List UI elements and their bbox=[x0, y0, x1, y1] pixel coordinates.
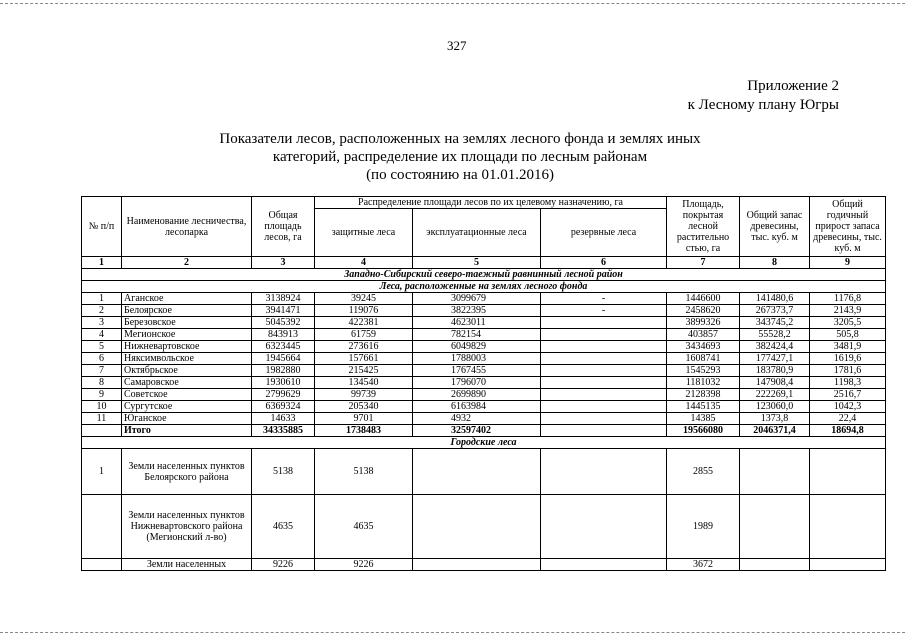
subsection-title: Леса, расположенные на землях лесного фонда bbox=[82, 281, 886, 293]
reserve-cell bbox=[541, 317, 667, 329]
protective-cell: 119076 bbox=[315, 305, 413, 317]
land-name: Земли населенных пунктов Нижневартовского района (Мегионский л-во) bbox=[122, 495, 252, 559]
growth-cell: 505,8 bbox=[810, 329, 886, 341]
protective-cell: 61759 bbox=[315, 329, 413, 341]
protective-cell: 5138 bbox=[315, 449, 413, 495]
city-forest-row bbox=[82, 559, 886, 571]
growth-cell: 18694,8 bbox=[810, 425, 886, 437]
protective-cell: 9701 bbox=[315, 413, 413, 425]
col-number: 4 bbox=[315, 257, 413, 269]
total-area-cell: 5045392 bbox=[252, 317, 315, 329]
row-number: 2 bbox=[82, 305, 122, 317]
forestry-name: Березовское bbox=[122, 317, 252, 329]
protective-cell: 99739 bbox=[315, 389, 413, 401]
exploitation-cell bbox=[413, 559, 541, 571]
protective-cell: 134540 bbox=[315, 377, 413, 389]
header-growth: Общий годичный прирост запаса древесины, тыс. куб. м bbox=[810, 197, 886, 257]
stock-cell: 141480,6 bbox=[740, 293, 810, 305]
protective-cell: 9226 bbox=[315, 559, 413, 571]
forestry-name: Юганское bbox=[122, 413, 252, 425]
forestry-name: Советское bbox=[122, 389, 252, 401]
city-forest-row bbox=[82, 449, 886, 495]
growth-cell: 22,4 bbox=[810, 413, 886, 425]
total-area-cell: 1982880 bbox=[252, 365, 315, 377]
header-protective: защитные леса bbox=[315, 209, 413, 257]
reserve-cell bbox=[541, 329, 667, 341]
reserve-cell: - bbox=[541, 305, 667, 317]
total-area-cell: 843913 bbox=[252, 329, 315, 341]
table-row bbox=[82, 293, 886, 305]
covered-cell: 2458620 bbox=[667, 305, 740, 317]
stock-cell bbox=[740, 559, 810, 571]
row-number: 10 bbox=[82, 401, 122, 413]
top-border-line bbox=[0, 3, 905, 4]
total-area-cell: 5138 bbox=[252, 449, 315, 495]
exploitation-cell: 1767455 bbox=[413, 365, 541, 377]
table-row bbox=[82, 341, 886, 353]
header-num: № п/п bbox=[82, 197, 122, 257]
covered-cell: 1608741 bbox=[667, 353, 740, 365]
protective-cell: 422381 bbox=[315, 317, 413, 329]
reserve-cell bbox=[541, 449, 667, 495]
forestry-name: Самаровское bbox=[122, 377, 252, 389]
row-number bbox=[82, 559, 122, 571]
column-numbers-row bbox=[82, 257, 886, 269]
reserve-cell bbox=[541, 401, 667, 413]
growth-cell bbox=[810, 559, 886, 571]
covered-cell: 1545293 bbox=[667, 365, 740, 377]
exploitation-cell: 4623011 bbox=[413, 317, 541, 329]
stock-cell: 55528,2 bbox=[740, 329, 810, 341]
total-label: Итого bbox=[122, 425, 252, 437]
row-number: 11 bbox=[82, 413, 122, 425]
forest-table bbox=[81, 196, 886, 571]
row-number: 4 bbox=[82, 329, 122, 341]
exploitation-cell: 6163984 bbox=[413, 401, 541, 413]
exploitation-cell: 3822395 bbox=[413, 305, 541, 317]
forestry-name: Сургутское bbox=[122, 401, 252, 413]
protective-cell: 205340 bbox=[315, 401, 413, 413]
subsection-row bbox=[82, 281, 886, 293]
header-covered: Площадь, покрытая лесной растительно стью, га bbox=[667, 197, 740, 257]
covered-cell: 1445135 bbox=[667, 401, 740, 413]
stock-cell: 2046371,4 bbox=[740, 425, 810, 437]
growth-cell: 3481,9 bbox=[810, 341, 886, 353]
title-line-2: категорий, распределение их площади по лесным районам bbox=[272, 149, 648, 165]
row-number bbox=[82, 425, 122, 437]
total-area-cell: 2799629 bbox=[252, 389, 315, 401]
forestry-name: Октябрьское bbox=[122, 365, 252, 377]
table-row bbox=[82, 353, 886, 365]
table-row bbox=[82, 377, 886, 389]
table-row bbox=[82, 389, 886, 401]
growth-cell bbox=[810, 495, 886, 559]
protective-cell: 4635 bbox=[315, 495, 413, 559]
protective-cell: 39245 bbox=[315, 293, 413, 305]
appendix-line-2: к Лесному плану Югры bbox=[687, 97, 839, 113]
section-row bbox=[82, 269, 886, 281]
col-number: 8 bbox=[740, 257, 810, 269]
total-area-cell: 1945664 bbox=[252, 353, 315, 365]
total-row bbox=[82, 425, 886, 437]
reserve-cell bbox=[541, 341, 667, 353]
growth-cell bbox=[810, 449, 886, 495]
row-number: 1 bbox=[82, 293, 122, 305]
stock-cell: 222269,1 bbox=[740, 389, 810, 401]
exploitation-cell: 1796070 bbox=[413, 377, 541, 389]
header-reserve: резервные леса bbox=[541, 209, 667, 257]
forestry-name: Нижневартовское bbox=[122, 341, 252, 353]
exploitation-cell: 4932 bbox=[413, 413, 541, 425]
growth-cell: 1619,6 bbox=[810, 353, 886, 365]
col-number: 7 bbox=[667, 257, 740, 269]
growth-cell: 2516,7 bbox=[810, 389, 886, 401]
col-number: 5 bbox=[413, 257, 541, 269]
forestry-name: Аганское bbox=[122, 293, 252, 305]
row-number: 1 bbox=[82, 449, 122, 495]
exploitation-cell: 782154 bbox=[413, 329, 541, 341]
land-name: Земли населенных bbox=[122, 559, 252, 571]
total-area-cell: 14633 bbox=[252, 413, 315, 425]
col-number: 6 bbox=[541, 257, 667, 269]
forestry-name: Белоярское bbox=[122, 305, 252, 317]
table-row bbox=[82, 329, 886, 341]
exploitation-cell: 3099679 bbox=[413, 293, 541, 305]
forestry-name: Мегионское bbox=[122, 329, 252, 341]
covered-cell: 2128398 bbox=[667, 389, 740, 401]
title-line-1: Показатели лесов, расположенных на землях лесного фонда и землях иных bbox=[219, 131, 701, 147]
stock-cell: 123060,0 bbox=[740, 401, 810, 413]
covered-cell: 3672 bbox=[667, 559, 740, 571]
protective-cell: 273616 bbox=[315, 341, 413, 353]
reserve-cell bbox=[541, 413, 667, 425]
stock-cell bbox=[740, 495, 810, 559]
protective-cell: 157661 bbox=[315, 353, 413, 365]
reserve-cell bbox=[541, 559, 667, 571]
reserve-cell: - bbox=[541, 293, 667, 305]
appendix-line-1: Приложение 2 bbox=[747, 78, 839, 94]
total-area-cell: 3138924 bbox=[252, 293, 315, 305]
exploitation-cell: 32597402 bbox=[413, 425, 541, 437]
exploitation-cell: 6049829 bbox=[413, 341, 541, 353]
stock-cell: 382424,4 bbox=[740, 341, 810, 353]
stock-cell: 177427,1 bbox=[740, 353, 810, 365]
row-number bbox=[82, 495, 122, 559]
stock-cell: 147908,4 bbox=[740, 377, 810, 389]
row-number: 6 bbox=[82, 353, 122, 365]
covered-cell: 19566080 bbox=[667, 425, 740, 437]
appendix-label bbox=[688, 77, 839, 115]
page-number: 327 bbox=[447, 38, 467, 53]
stock-cell bbox=[740, 449, 810, 495]
covered-cell: 1989 bbox=[667, 495, 740, 559]
table-row bbox=[82, 413, 886, 425]
row-number: 9 bbox=[82, 389, 122, 401]
exploitation-cell bbox=[413, 495, 541, 559]
reserve-cell bbox=[541, 495, 667, 559]
exploitation-cell: 1788003 bbox=[413, 353, 541, 365]
total-area-cell: 9226 bbox=[252, 559, 315, 571]
table-row bbox=[82, 317, 886, 329]
document-title bbox=[150, 130, 770, 184]
col-number: 9 bbox=[810, 257, 886, 269]
reserve-cell bbox=[541, 389, 667, 401]
exploitation-cell bbox=[413, 449, 541, 495]
covered-cell: 1446600 bbox=[667, 293, 740, 305]
reserve-cell bbox=[541, 377, 667, 389]
header-exploitation: эксплуатационные леса bbox=[413, 209, 541, 257]
reserve-cell bbox=[541, 425, 667, 437]
section-title: Городские леса bbox=[82, 437, 886, 449]
protective-cell: 215425 bbox=[315, 365, 413, 377]
growth-cell: 1781,6 bbox=[810, 365, 886, 377]
row-number: 8 bbox=[82, 377, 122, 389]
reserve-cell bbox=[541, 353, 667, 365]
row-number: 7 bbox=[82, 365, 122, 377]
col-number: 3 bbox=[252, 257, 315, 269]
header-name: Наименование лесничества, лесопарка bbox=[122, 197, 252, 257]
table-row bbox=[82, 305, 886, 317]
protective-cell: 1738483 bbox=[315, 425, 413, 437]
growth-cell: 2143,9 bbox=[810, 305, 886, 317]
covered-cell: 403857 bbox=[667, 329, 740, 341]
growth-cell: 1042,3 bbox=[810, 401, 886, 413]
city-forest-row bbox=[82, 495, 886, 559]
covered-cell: 3899326 bbox=[667, 317, 740, 329]
row-number: 3 bbox=[82, 317, 122, 329]
header-distribution: Распределение площади лесов по их целевому назначению, га bbox=[315, 197, 667, 209]
title-line-3: (по состоянию на 01.01.2016) bbox=[366, 167, 554, 183]
stock-cell: 1373,8 bbox=[740, 413, 810, 425]
growth-cell: 1198,3 bbox=[810, 377, 886, 389]
total-area-cell: 6369324 bbox=[252, 401, 315, 413]
covered-cell: 14385 bbox=[667, 413, 740, 425]
total-area-cell: 4635 bbox=[252, 495, 315, 559]
covered-cell: 1181032 bbox=[667, 377, 740, 389]
table-row bbox=[82, 365, 886, 377]
covered-cell: 3434693 bbox=[667, 341, 740, 353]
total-area-cell: 3941471 bbox=[252, 305, 315, 317]
header-total-area: Общая площадь лесов, га bbox=[252, 197, 315, 257]
total-area-cell: 6323445 bbox=[252, 341, 315, 353]
total-area-cell: 34335885 bbox=[252, 425, 315, 437]
stock-cell: 343745,2 bbox=[740, 317, 810, 329]
reserve-cell bbox=[541, 365, 667, 377]
growth-cell: 3205,5 bbox=[810, 317, 886, 329]
covered-cell: 2855 bbox=[667, 449, 740, 495]
land-name: Земли населенных пунктов Белоярского района bbox=[122, 449, 252, 495]
exploitation-cell: 2699890 bbox=[413, 389, 541, 401]
stock-cell: 183780,9 bbox=[740, 365, 810, 377]
section-row bbox=[82, 437, 886, 449]
forestry-name: Няксимвольское bbox=[122, 353, 252, 365]
stock-cell: 267373,7 bbox=[740, 305, 810, 317]
section-title: Западно-Сибирский северо-таежный равнинный лесной район bbox=[82, 269, 886, 281]
col-number: 1 bbox=[82, 257, 122, 269]
table-row bbox=[82, 401, 886, 413]
row-number: 5 bbox=[82, 341, 122, 353]
total-area-cell: 1930610 bbox=[252, 377, 315, 389]
growth-cell: 1176,8 bbox=[810, 293, 886, 305]
col-number: 2 bbox=[122, 257, 252, 269]
header-stock: Общий запас древесины, тыс. куб. м bbox=[740, 197, 810, 257]
bottom-border-line bbox=[0, 632, 905, 633]
